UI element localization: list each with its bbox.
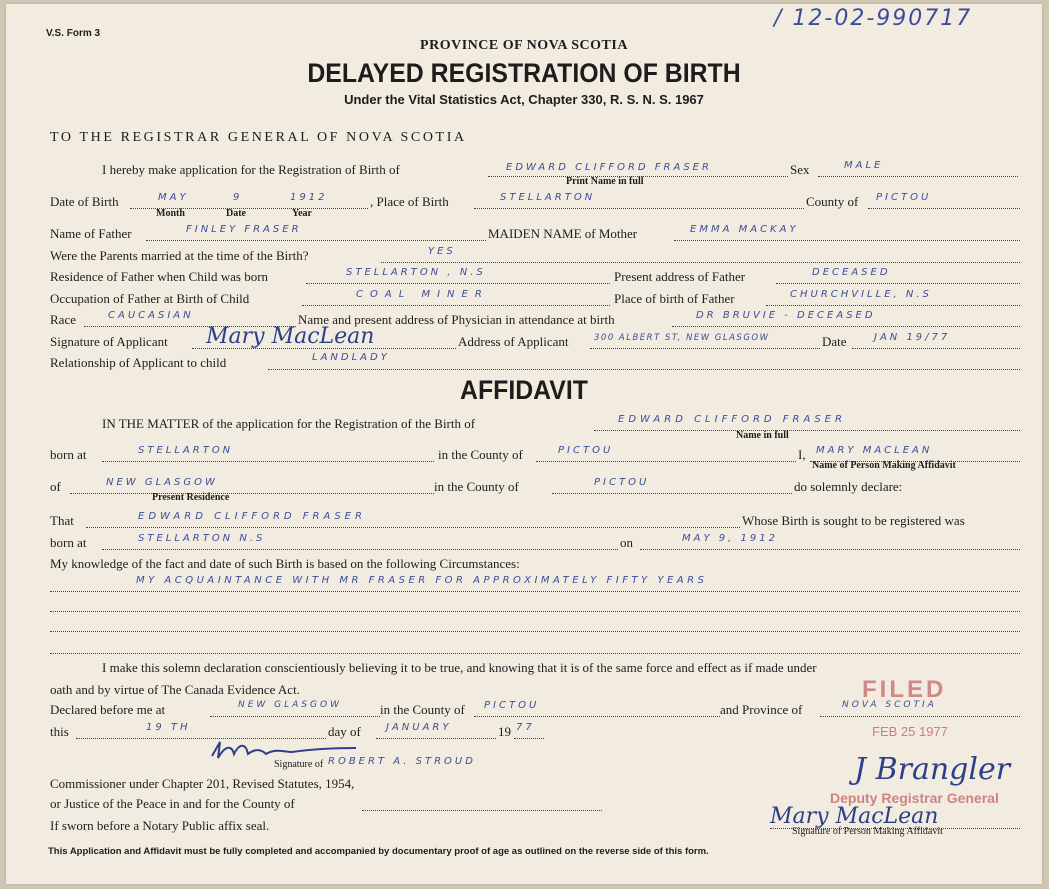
father-birthplace-label: Place of birth of Father — [614, 291, 735, 306]
day-value: 19 TH — [146, 722, 191, 733]
relationship-value: LANDLADY — [312, 352, 390, 363]
application-date-label: Date — [822, 334, 847, 349]
born-at-label-2: born at — [50, 535, 87, 550]
place-of-birth-label: , Place of Birth — [370, 194, 449, 209]
file-number: / 12-02-990717 — [774, 6, 973, 31]
physician-label: Name and present address of Physician in attendance at birth — [298, 312, 615, 327]
dob-date-value: 9 — [233, 192, 243, 203]
county-label: County of — [806, 194, 859, 209]
justice-text: or Justice of the Peace in and for the County of — [50, 796, 295, 811]
commissioner-name: ROBERT A. STROUD — [328, 756, 476, 767]
race-value: CAUCASIAN — [108, 310, 194, 321]
deputy-registrar-stamp: Deputy Registrar General — [830, 790, 999, 806]
name-in-full-caption: Name in full — [736, 430, 789, 441]
solemnly-declare: do solemnly declare: — [794, 479, 903, 494]
father-residence-value: STELLARTON , N.S — [346, 267, 486, 278]
form-title: DELAYED REGISTRATION OF BIRTH — [307, 58, 741, 88]
county-of-label-1: in the County of — [438, 447, 523, 462]
day-of-label: day of — [328, 724, 361, 739]
relationship-label: Relationship of Applicant to child — [50, 355, 227, 370]
declared-before-label: Declared before me at — [50, 702, 166, 717]
dob-year-value: 1912 — [290, 192, 328, 203]
applicant-address-value: 300 ALBERT ST, NEW GLASGOW — [594, 333, 770, 343]
parents-married-value: YES — [428, 246, 456, 257]
physician-value: DR BRUVIE - DECEASED — [696, 310, 876, 321]
father-birthplace-value: CHURCHVILLE, N.S — [790, 289, 932, 300]
this-label: this — [50, 724, 69, 739]
sex-value: MALE — [844, 160, 884, 171]
province-of-value: NOVA SCOTIA — [842, 700, 937, 710]
date-caption: Date — [226, 208, 246, 219]
affidavit-heading: AFFIDAVIT — [460, 375, 588, 405]
solemn-declaration-line-2: oath and by virtue of The Canada Evidence Act. — [50, 682, 300, 697]
notary-text: If sworn before a Notary Public affix seal. — [50, 818, 270, 833]
born-at-value-2: STELLARTON N.S — [138, 533, 266, 544]
year-caption: Year — [292, 208, 312, 219]
applicant-signature-label: Signature of Applicant — [50, 334, 168, 349]
place-of-birth-value: STELLARTON — [500, 192, 596, 203]
father-name-label: Name of Father — [50, 226, 132, 241]
county-of-value-3: PICTOU — [484, 700, 540, 711]
mother-name-value: EMMA MACKAY — [690, 224, 799, 235]
form-number: V.S. Form 3 — [46, 28, 101, 39]
of-label: of — [50, 479, 61, 494]
birth-date-value: MAY 9, 1912 — [682, 533, 778, 544]
applicant-signature: Mary MacLean — [206, 324, 375, 349]
province-heading: PROVINCE OF NOVA SCOTIA — [420, 38, 628, 53]
form-subtitle: Under the Vital Statistics Act, Chapter 330, R. S. N. S. 1967 — [344, 92, 704, 107]
signature-of-caption: Signature of — [274, 759, 324, 770]
dob-month-value: MAY — [158, 192, 189, 203]
declared-at-value: NEW GLASGOW — [238, 700, 342, 710]
father-occupation-label: Occupation of Father at Birth of Child — [50, 291, 250, 306]
on-label: on — [620, 535, 633, 550]
registrar-signature: J Brangler — [854, 752, 1011, 787]
mother-name-label: MAIDEN NAME of Mother — [488, 226, 638, 241]
filed-date: FEB 25 1977 — [872, 724, 948, 739]
county-value: PICTOU — [876, 192, 932, 203]
year-prefix: 19 — [498, 724, 511, 739]
county-of-label-2: in the County of — [434, 479, 519, 494]
born-at-label: born at — [50, 447, 87, 462]
child-name-value: EDWARD CLIFFORD FRASER — [506, 162, 712, 173]
born-at-value: STELLARTON — [138, 445, 234, 456]
father-occupation-value: COAL MINER — [356, 289, 489, 300]
affidavit-matter: IN THE MATTER of the application for the Registration of the Birth of — [102, 416, 476, 431]
addressee: TO THE REGISTRAR GENERAL OF NOVA SCOTIA — [50, 130, 467, 145]
that-value: EDWARD CLIFFORD FRASER — [138, 511, 366, 522]
application-intro: I hereby make application for the Registration of Birth of — [102, 162, 400, 177]
sex-label: Sex — [790, 162, 810, 177]
i-label: I, — [798, 447, 806, 462]
present-residence-caption: Present Residence — [152, 492, 230, 503]
filed-stamp: FILED — [862, 676, 947, 703]
county-of-label-3: in the County of — [380, 702, 465, 717]
applicant-address-label: Address of Applicant — [458, 334, 569, 349]
birth-registration-form — [6, 4, 1042, 884]
print-name-caption: Print Name in full — [566, 176, 644, 187]
province-of-label: and Province of — [720, 702, 803, 717]
race-label: Race — [50, 312, 76, 327]
affiant-residence-value: NEW GLASGOW — [106, 477, 218, 488]
county-of-value-2: PICTOU — [594, 477, 650, 488]
father-residence-label: Residence of Father when Child was born — [50, 269, 269, 284]
that-label: That — [50, 513, 74, 528]
affiant-signature-caption: Signature of Person Making Affidavit — [792, 826, 943, 837]
county-of-value-1: PICTOU — [558, 445, 614, 456]
application-date-value: JAN 19/77 — [874, 332, 951, 343]
year-value: 77 — [516, 722, 535, 733]
affidavit-child-name: EDWARD CLIFFORD FRASER — [618, 414, 846, 425]
solemn-declaration-line-1: I make this solemn declaration conscientiously believing it to be true, and knowing that it is of the same force and effect as if made under — [102, 660, 817, 675]
commissioner-text: Commissioner under Chapter 201, Revised Statutes, 1954, — [50, 776, 355, 791]
affiant-name-caption: Name of Person Making Affidavit — [812, 460, 956, 471]
month-caption: Month — [156, 208, 185, 219]
father-name-value: FINLEY FRASER — [186, 224, 302, 235]
affiant-signature: Mary MacLean — [770, 804, 939, 829]
father-present-address-label: Present address of Father — [614, 269, 746, 284]
affiant-name-value: MARY MACLEAN — [816, 445, 933, 456]
parents-married-label: Were the Parents married at the time of the Birth? — [50, 248, 309, 263]
whose-birth-text: Whose Birth is sought to be registered was — [742, 513, 965, 528]
dob-label: Date of Birth — [50, 194, 119, 209]
knowledge-text: My knowledge of the fact and date of such Birth is based on the following Circumstances: — [50, 556, 520, 571]
footer-note: This Application and Affidavit must be fully completed and accompanied by documentary proof of age as outlined on the reverse side of this form. — [48, 846, 709, 857]
father-present-address-value: DECEASED — [812, 267, 891, 278]
month-value: JANUARY — [386, 722, 452, 733]
circumstances-value: MY ACQUAINTANCE WITH MR FRASER FOR APPROXIMATELY FIFTY YEARS — [136, 575, 708, 586]
